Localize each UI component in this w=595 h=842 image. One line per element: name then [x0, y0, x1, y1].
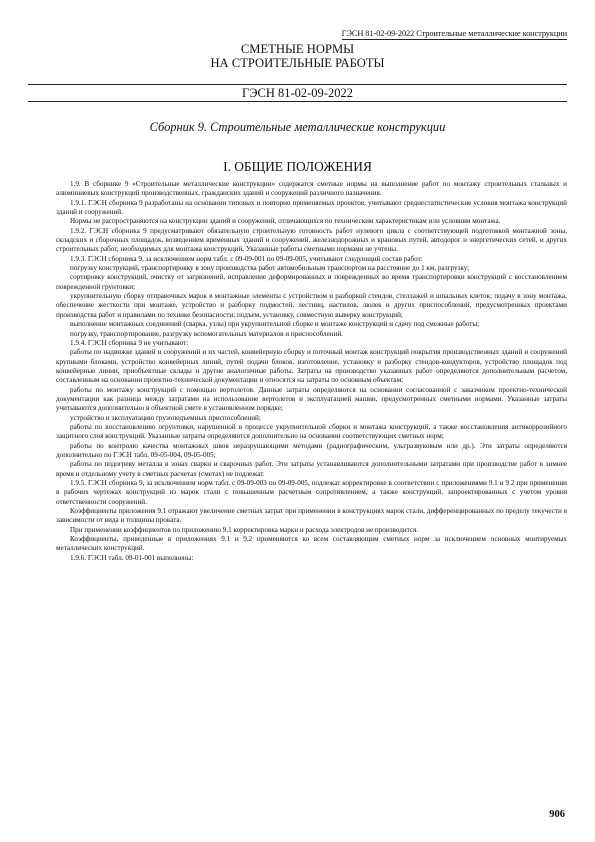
- paragraph: погрузку конструкций, транспортировку в зону производства работ автомобильным транспортом на расстояние до 1 км, разгрузку;: [70, 264, 470, 273]
- paragraph: Коэффициенты приложения 9.1 отражают увеличение сметных затрат при применении в конструкциях марок стали, дифференцированных по пределу текучести в зависимости от вида и толщины проката.: [56, 507, 567, 525]
- paragraph: погрузку, транспортирование, разгрузку вспомогательных материалов и приспособлений.: [70, 329, 344, 338]
- paragraph: сортировку конструкций, очистку от загрязнений, исправление деформированных и поврежденных во время транспортировки конструкций с восстановлением поврежденной грунтовки;: [56, 273, 567, 291]
- paragraph: При применении коэффициентов по приложению 9.1 корректировка марки и расхода электродов не производится.: [70, 525, 419, 534]
- paragraph: работы по надвижке зданий и сооружений и их частей, конвейерную сборку и поточный монтаж конструкций покрытия производственных зданий и сооружений крупными блоками, устройство конвейерных линий, путей подачи блоков, изготовление, установку и разборку стендов-кондукторов, устройство площадок под конвейерные линии, приобъектные склады и другие аналогичные работы. Затраты на производство указанных работ определяются дополнительным расчетом, составленным на основании проектно-технической документации и относятся на затраты по основным объектам;: [56, 348, 567, 385]
- page-number: 906: [549, 809, 565, 820]
- document-code: ГЭСН 81-02-09-2022: [28, 84, 567, 102]
- paragraph: укрупнительную сборку отправочных марок в монтажные элементы с устройством и разборкой стендов, стеллажей и шпальных клеток; подачу в зону монтажа, обеспечение жесткости при монтаже, устройство и разборку подмостей, лестниц, настилов, люлек и других приспособлений, предусмотренных проектами производства работ и правилами по технике безопасности; подъем, установку, совместную выверку конструкций;: [56, 292, 567, 319]
- paragraph: работы по подогреву металла в зонах сварки и сварочных работ. Эти затраты устанавливаются дополнительными затратами при производстве работ в зимнее время и отдельному учету в сметных расчетах (сметах) не подлежат.: [56, 460, 567, 478]
- paragraph: работы по контролю качества монтажных швов неразрушающими методами (радиографическим, ультразвуковым или др.). Эти затраты определяются дополнительно по ГЭСН табл. 09-05-004, 09-05-005;: [56, 441, 567, 459]
- paragraph: работы по восстановлению огрунтовки, нарушенной в процессе укрупнительной сборки и монтажа конструкций, а также восстановления антикоррозийного защитного слоя конструкций. Указанные затраты определяются дополнительно на основании соответствующих сметных норм;: [56, 422, 567, 441]
- title-line-1: СМЕТНЫЕ НОРМЫ: [240, 42, 355, 56]
- paragraph: работы по монтажу конструкций с помощью вертолетов. Данные затраты определяются на основании согласованной с заказчиком проектно-технической документации как разница между затратами на использование вертолетов и эксплуатацией машин, предусмотренных сметными нормами. Указанные затраты учитываются дополнительно в объектной смете в установленном порядке;: [56, 385, 567, 413]
- section-heading: I. ОБЩИЕ ПОЛОЖЕНИЯ: [223, 159, 372, 174]
- title-block: [0, 42, 595, 70]
- paragraph: выполнение монтажных соединений (сварка, узлы) при укрупнительной сборке и монтаже конструкций и сдачу под смежные работы;: [70, 320, 480, 329]
- body-text: [56, 180, 567, 563]
- paragraph: 1.9.4. ГЭСН сборника 9 не учитывают:: [70, 338, 189, 347]
- paragraph: 1.9.1. ГЭСН сборника 9 разработаны на основании типовых и повторно применяемых проектов, учитывают среднестатистические условия монтажа конструкций зданий и сооружений.: [56, 198, 567, 217]
- paragraph: 1.9. В сборнике 9 «Строительные металлические конструкции» содержатся сметные нормы на выполнение работ по монтажу строительных стальных и алюминиевых конструкций производственных, гражданских зданий и сооружений различного назначения.: [56, 180, 567, 198]
- paragraph: 1.9.5. ГЭСН сборника 9, за исключением норм табл. с 09-09-003 по 09-09-005, подлежат корректировке в соответствии с приложениями 9.1 и 9.2 при применении в рабочих чертежах конструкций из марок стали с повышенным расчетным сопротивлением, а также конструкций, запроектированных с учетом уровня ответственности сооружений.: [56, 479, 567, 506]
- paragraph: 1.9.6. ГЭСН табл. 09-01-001 выполнены:: [70, 553, 194, 562]
- paragraph: Нормы не распространяются на конструкции зданий и сооружений, отличающихся по техническим характеристикам или условиям монтажа.: [70, 217, 501, 226]
- paragraph: 1.9.3. ГЭСН сборника 9, за исключением норм табл. с 09-09-001 по 09-09-005, учитывают следующий состав работ:: [70, 254, 423, 263]
- paragraph: устройство и эксплуатацию грузоподъемных приспособлений;: [70, 413, 261, 422]
- title-line-2: НА СТРОИТЕЛЬНЫЕ РАБОТЫ: [210, 56, 385, 70]
- running-header: ГЭСН 81-02-09-2022 Строительные металлические конструкции: [341, 29, 567, 38]
- collection-title: Сборник 9. Строительные металлические конструкции: [149, 120, 446, 134]
- paragraph: Коэффициенты, приведенные в приложениях 9.1 и 9.2 применяются ко всем составляющим сметных норм за исключением основных монтируемых металлических конструкций.: [56, 535, 567, 553]
- paragraph: 1.9.2. ГЭСН сборника 9 предусматривают обязательную строительную готовность работ нулевого цикла с соответствующей подготовкой монтажной зоны, складских и сборочных площадок, возведением временных зданий и сооружений, железнодорожных и крановых путей, автодорог и энергетических сетей, и других строительных работ, необходимых для монтажа конструкций. Указанные работы сметными нормами не учтены.: [56, 226, 567, 254]
